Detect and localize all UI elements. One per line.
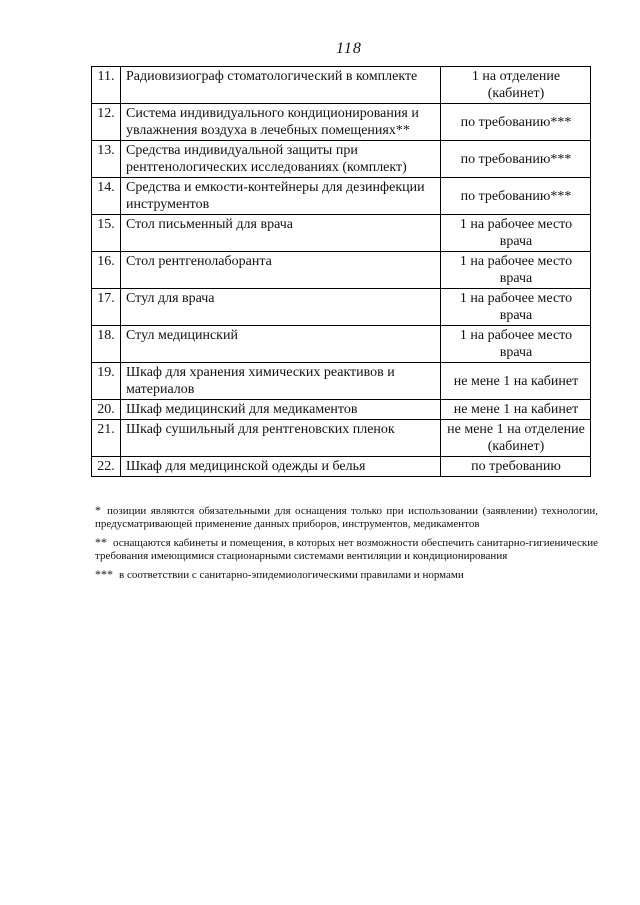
footnote-text: в соответствии с санитарно-эпидемиологическими правилами и нормами (119, 569, 464, 581)
table-row (92, 400, 591, 420)
footnote-text: оснащаются кабинеты и помещения, в которых нет возможности обеспечить санитарно-гигиенические требования имеющимися стационарными системами вентиляции и кондиционирования (95, 537, 598, 562)
row-number: 11. (92, 67, 121, 104)
equipment-quantity: по требованию*** (441, 104, 591, 141)
footnote (95, 568, 598, 582)
equipment-name: Радиовизиограф стоматологический в комплекте (121, 67, 441, 104)
equipment-name: Стул для врача (121, 289, 441, 326)
equipment-quantity: 1 на рабочее место врача (441, 215, 591, 252)
row-number: 21. (92, 420, 121, 457)
table-row (92, 457, 591, 477)
table-row (92, 289, 591, 326)
table-row (92, 215, 591, 252)
table-row (92, 252, 591, 289)
equipment-quantity: 1 на рабочее место врача (441, 289, 591, 326)
table-row (92, 67, 591, 104)
equipment-quantity: по требованию*** (441, 141, 591, 178)
row-number: 12. (92, 104, 121, 141)
footnote (95, 536, 598, 563)
equipment-name: Стол рентгенолаборанта (121, 252, 441, 289)
table-row (92, 141, 591, 178)
equipment-name: Средства индивидуальной защиты при рентгенологических исследованиях (комплект) (121, 141, 441, 178)
footnote-mark: ** (95, 535, 107, 549)
row-number: 18. (92, 326, 121, 363)
equipment-name: Шкаф медицинский для медикаментов (121, 400, 441, 420)
equipment-quantity: по требованию (441, 457, 591, 477)
footnote (95, 504, 598, 531)
equipment-table (91, 66, 591, 477)
equipment-name: Шкаф для хранения химических реактивов и материалов (121, 363, 441, 400)
equipment-quantity: 1 на рабочее место врача (441, 326, 591, 363)
row-number: 16. (92, 252, 121, 289)
table-row (92, 178, 591, 215)
equipment-name: Стол письменный для врача (121, 215, 441, 252)
row-number: 20. (92, 400, 121, 420)
row-number: 13. (92, 141, 121, 178)
table-row (92, 104, 591, 141)
equipment-name: Шкаф сушильный для рентгеновских пленок (121, 420, 441, 457)
equipment-name: Средства и емкости-контейнеры для дезинфекции инструментов (121, 178, 441, 215)
row-number: 17. (92, 289, 121, 326)
footnote-mark: *** (95, 567, 113, 581)
equipment-quantity: 1 на отделение (кабинет) (441, 67, 591, 104)
equipment-name: Шкаф для медицинской одежды и белья (121, 457, 441, 477)
equipment-quantity: не мене 1 на отделение (кабинет) (441, 420, 591, 457)
equipment-name: Система индивидуального кондиционирования и увлажнения воздуха в лечебных помещениях** (121, 104, 441, 141)
row-number: 15. (92, 215, 121, 252)
equipment-quantity: по требованию*** (441, 178, 591, 215)
footnote-mark: * (95, 503, 101, 517)
table-row (92, 363, 591, 400)
equipment-quantity: не мене 1 на кабинет (441, 400, 591, 420)
equipment-name: Стул медицинский (121, 326, 441, 363)
table-row (92, 326, 591, 363)
row-number: 22. (92, 457, 121, 477)
table-row (92, 420, 591, 457)
row-number: 14. (92, 178, 121, 215)
page-number: 118 (336, 40, 362, 57)
row-number: 19. (92, 363, 121, 400)
equipment-quantity: не мене 1 на кабинет (441, 363, 591, 400)
footnotes (95, 504, 598, 587)
footnote-text: позиции являются обязательными для оснащения только при использовании (заявлении) технологии, предусматривающей применение данных приборов, инструментов, медикаментов (95, 505, 598, 530)
equipment-quantity: 1 на рабочее место врача (441, 252, 591, 289)
